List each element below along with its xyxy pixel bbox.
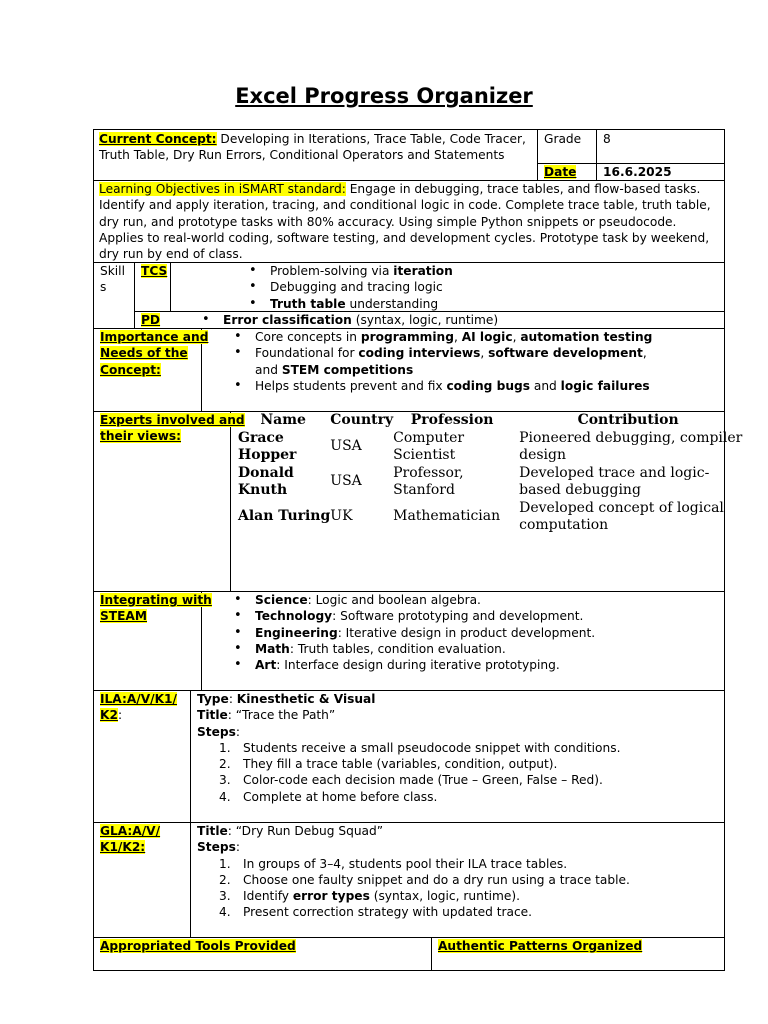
ila-steps-label: Steps xyxy=(197,724,236,739)
ila-title-label: Title xyxy=(197,708,228,723)
list-item: • Helps students prevent and fix coding bugs and logic failures xyxy=(231,378,671,394)
expert-contribution: Developed concept of logical computation xyxy=(519,499,724,533)
objectives xyxy=(99,181,719,262)
column-header: Contribution xyxy=(577,412,679,428)
expert-name: Alan Turing xyxy=(238,508,331,525)
current-concept xyxy=(99,131,533,164)
table-row xyxy=(236,465,745,500)
list-item: 3. Identify error types (syntax, logic, runtime). xyxy=(219,889,520,904)
pd-list xyxy=(199,312,699,328)
grade-value: 8 xyxy=(603,132,611,146)
steam-list xyxy=(231,592,711,673)
skills-label: Skill s xyxy=(100,264,125,295)
patterns-label: Authentic Patterns Organized xyxy=(438,939,643,953)
list-item: • Math: Truth tables, condition evaluation. xyxy=(231,641,711,657)
current-concept-label: Current Concept: xyxy=(99,132,217,146)
list-item: • Art: Interface design during iterative prototyping. xyxy=(231,657,711,673)
column-header: Profession xyxy=(410,412,494,428)
list-item: • Truth table understanding xyxy=(246,296,716,312)
expert-profession: Mathematician xyxy=(393,508,501,525)
expert-profession: Professor, Stanford xyxy=(393,464,464,498)
list-item: • Debugging and tracing logic xyxy=(246,279,716,295)
gla-title-value: : “Dry Run Debug Squad” xyxy=(227,824,384,838)
list-item: 4. Complete at home before class. xyxy=(219,789,438,804)
steam-label: Integrating with STEAM xyxy=(100,593,212,624)
list-item: • Foundational for coding interviews, software development, and STEM competitions xyxy=(231,345,671,378)
ila-content: Type: Kinesthetic & Visual Title: “Trace the Path” Steps: 1. Students receive a small pseudocode snippet with conditions. 2. They fill a trace table (variables, condition, output). 3. Color-code each decision made (True – Green, False – Red). 4. Complete at home before class. xyxy=(197,691,717,805)
expert-profession: Computer Scientist xyxy=(393,429,465,463)
expert-country: USA xyxy=(330,438,362,455)
expert-contribution: Pioneered debugging, compiler design xyxy=(519,429,743,463)
expert-contribution: Developed trace and logic-based debugging xyxy=(519,464,710,498)
list-item: 4. Present correction strategy with updated trace. xyxy=(219,905,533,920)
column-header: Country xyxy=(330,412,394,428)
list-item: • Science: Logic and boolean algebra. xyxy=(231,592,711,608)
ila-type-label: Type xyxy=(197,692,229,706)
list-item: 1. Students receive a small pseudocode snippet with conditions. xyxy=(219,740,621,755)
table-row xyxy=(236,430,745,465)
gla-label: GLA:A/V/ K1/K2: xyxy=(100,824,161,855)
expert-name: Donald Knuth xyxy=(238,464,294,498)
list-item: • Core concepts in programming, AI logic, automation testing xyxy=(231,329,671,345)
ila-steps xyxy=(197,740,717,805)
expert-country: USA xyxy=(330,473,362,490)
date-value: 16.6.2025 xyxy=(603,165,672,179)
page-title: Excel Progress Organizer xyxy=(235,84,533,108)
ila-type-value: Kinesthetic & Visual xyxy=(236,692,376,706)
list-item: • Engineering: Iterative design in product development. xyxy=(231,625,711,641)
gla-steps-label: Steps xyxy=(197,840,236,855)
ila-label: ILA:A/V/K1/ K2: xyxy=(100,692,177,723)
current-concept-text: Developing in Iterations, Trace Table, Code Tracer, Truth Table, Dry Run Errors, Conditional Operators and Statements xyxy=(99,132,526,163)
expert-country: UK xyxy=(330,508,353,525)
list-item: • Error classification (syntax, logic, runtime) xyxy=(199,312,699,328)
tcs-list xyxy=(246,263,716,312)
expert-name: Grace Hopper xyxy=(238,429,297,463)
date-label: Date xyxy=(544,165,577,179)
gla-steps xyxy=(197,856,717,921)
list-item: • Technology: Software prototyping and development. xyxy=(231,608,711,624)
tcs-label: TCS xyxy=(141,264,168,278)
table-row xyxy=(236,500,745,535)
grade-label: Grade xyxy=(544,132,582,146)
list-item: 2. They fill a trace table (variables, condition, output). xyxy=(219,757,558,772)
pd-label: PD xyxy=(141,313,161,327)
objectives-label: Learning Objectives in iSMART standard: xyxy=(99,182,346,196)
list-item: 1. In groups of 3–4, students pool their ILA trace tables. xyxy=(219,856,568,871)
experts-table xyxy=(236,410,745,535)
tools-label: Appropriated Tools Provided xyxy=(100,939,296,953)
list-item: 2. Choose one faulty snippet and do a dry run using a trace table. xyxy=(219,872,630,887)
importance-label: Importance and Needs of the Concept: xyxy=(100,330,209,377)
objectives-text: Engage in debugging, trace tables, and flow-based tasks. Identify and apply iteration, tracing, and conditional logic in code. Complete trace table, truth table, dry run, and prototype tasks with 80% accuracy. Using simple Python snippets or pseudocode. Applies to real-world coding, software testing, and development cycles. Prototype task by weekend, dry run by end of class. xyxy=(99,182,711,262)
ila-title-value: : “Trace the Path” xyxy=(227,708,336,723)
gla-title-label: Title xyxy=(197,824,228,838)
experts-label: Experts involved and their views: xyxy=(100,413,245,444)
importance-list xyxy=(231,329,671,394)
list-item: 3. Color-code each decision made (True – Green, False – Red). xyxy=(219,773,603,788)
list-item: • Problem-solving via iteration xyxy=(246,263,716,279)
gla-content: Title: “Dry Run Debug Squad” Steps: 1. In groups of 3–4, students pool their ILA trace tables. 2. Choose one faulty snippet and do a dry run using a trace table. 3. Identify error types (syntax, logic, runtime). 4. Present correction strategy with updated trace. xyxy=(197,823,717,921)
column-header: Name xyxy=(260,412,306,428)
